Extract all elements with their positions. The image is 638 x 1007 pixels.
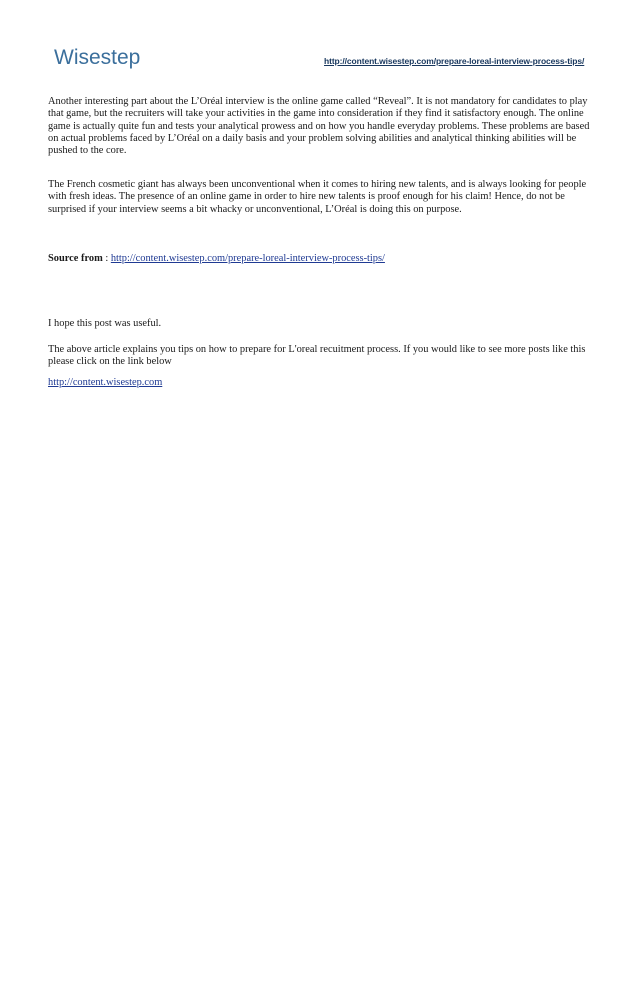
closing-useful: I hope this post was useful. <box>48 318 162 329</box>
paragraph-reveal-game: Another interesting part about the L’Oréal interview is the online game called “Reveal”. It is not mandatory for candidates to play that game, but the recruiters will take your activities in the game into consideration if they find it satisfactory enough. The online game is actually quite fun and tests your analytical prowess and on how you handle everyday problems. These problems are based on actual problems faced by L’Oréal on a daily basis and your problem solving abilities and analytical thinking abilities will be pushed to the core. <box>48 96 590 157</box>
closing-link-line <box>48 377 596 389</box>
paragraph-unconventional-hiring: The French cosmetic giant has always been unconventional when it comes to hiring new talents, and is always looking for people with fresh ideas. The presence of an online game in order to hire new talents is proof enough for his claim! Hence, do not be surprised if your interview seems a bit whacky or unconventional, L’Oréal is doing this on purpose. <box>48 179 587 215</box>
brand-name: Wisestep <box>54 46 141 69</box>
source-link[interactable]: http://content.wisestep.com/prepare-loreal-interview-process-tips/ <box>110 253 385 264</box>
header-article-link[interactable]: http://content.wisestep.com/prepare-loreal-interview-process-tips/ <box>324 56 585 66</box>
source-separator: : <box>102 253 111 264</box>
site-link[interactable]: http://content.wisestep.com <box>48 377 163 388</box>
page-header <box>0 0 638 80</box>
source-label: Source from <box>48 253 103 264</box>
closing-more-posts: The above article explains you tips on how to prepare for L'oreal recuitment process. If you would like to see more posts like this please click on the link below <box>48 344 586 368</box>
source-line <box>48 253 596 265</box>
